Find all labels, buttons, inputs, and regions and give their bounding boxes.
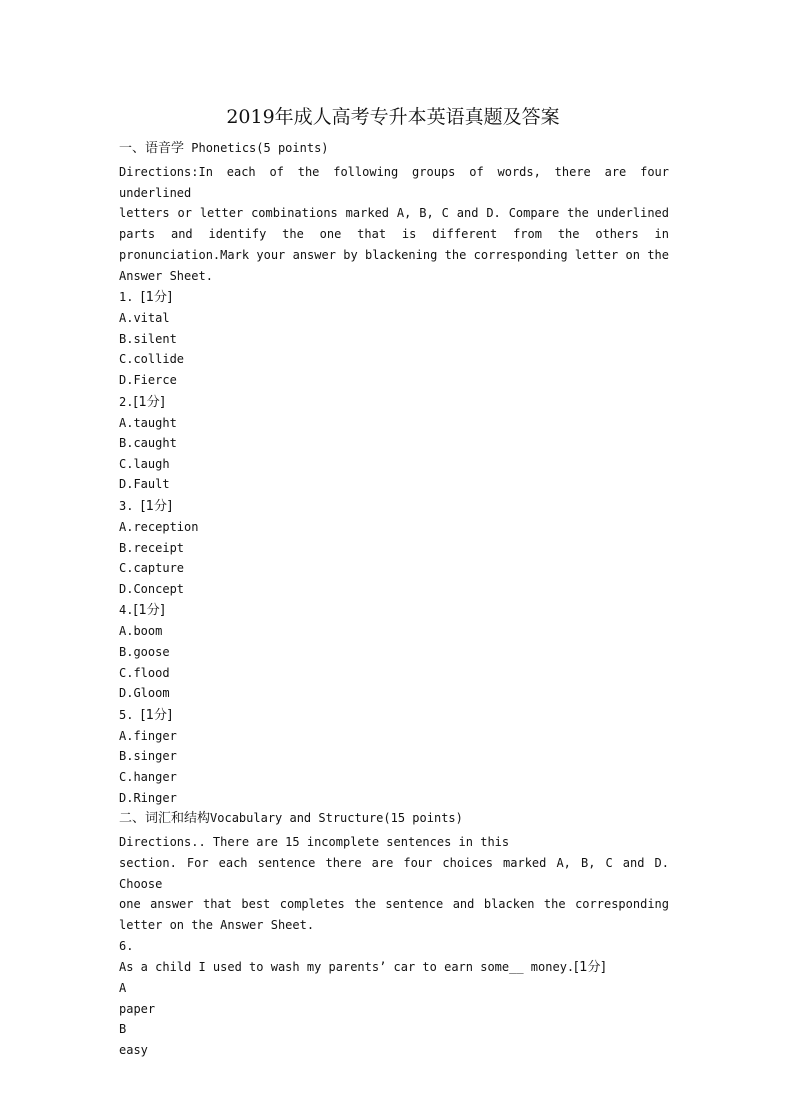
directions-line: one answer that best completes the sentence and blacken the corresponding (119, 897, 669, 912)
option: D.Ringer (119, 790, 177, 805)
option: A.reception (119, 519, 199, 534)
question-number: 3. (119, 498, 141, 513)
option: A.vital (119, 311, 170, 326)
question-score: [1分] (140, 290, 173, 306)
section2-heading-cn: 二、词汇和结构 (119, 811, 211, 827)
option: C.collide (119, 352, 185, 367)
option: D.Fierce (119, 373, 177, 387)
option: B.goose (119, 644, 170, 659)
option: C.flood (119, 665, 170, 680)
directions-line: Directions.. There are 15 incomplete sentences in this (119, 835, 510, 850)
directions-line: Directions:In each of the following groups of words, there are four underlined (119, 165, 669, 200)
option: B.caught (119, 436, 177, 451)
question-number: 5. (119, 707, 141, 722)
question-score: [1分] (133, 603, 165, 619)
question-3 (119, 496, 669, 517)
question-1 (119, 287, 669, 308)
question-4 (119, 600, 669, 621)
option-text: easy (119, 1042, 148, 1057)
option: A.boom (119, 624, 163, 639)
section1-heading-cn: 一、语音学 (119, 141, 185, 156)
question-score: [1分] (133, 394, 165, 410)
question-stem: As a child I used to wash my parents’ car to earn some__ money. (119, 960, 575, 975)
option: B.receipt (119, 540, 185, 555)
page-title: 2019年成人高考专升本英语真题及答案 (226, 106, 560, 128)
question-6-number: 6. (119, 938, 134, 953)
option: C.hanger (119, 769, 177, 784)
directions-line: letter on the Answer Sheet. (119, 917, 315, 932)
section1-directions (119, 162, 669, 286)
option: A.finger (119, 728, 177, 743)
directions-line: parts and identify the one that is different from the others in (119, 227, 669, 242)
option: D.Fault (119, 477, 170, 492)
directions-line: Answer Sheet. (119, 268, 213, 283)
question-6-stem (119, 957, 669, 978)
section1-heading-en: Phonetics(5 points) (191, 141, 329, 155)
option: B.silent (119, 331, 177, 346)
section2-heading (119, 808, 669, 829)
option-letter: B (119, 1022, 127, 1037)
option: C.capture (119, 561, 185, 576)
section1-heading (119, 138, 669, 159)
question-number: 2. (119, 394, 134, 409)
question-number: 4. (119, 603, 134, 618)
section2-heading-en: Vocabulary and Structure(15 points) (210, 811, 463, 826)
question-score: [1分] (140, 498, 173, 514)
question-score: [1分] (574, 960, 606, 976)
option-letter: A (119, 981, 127, 996)
option: B.singer (119, 749, 177, 764)
directions-line: pronunciation.Mark your answer by blackening the corresponding letter on the (119, 247, 669, 262)
question-5 (119, 705, 669, 726)
question-number: 1. (119, 290, 141, 305)
option: C.laugh (119, 456, 170, 471)
option: D.Concept (119, 581, 185, 596)
question-score: [1分] (140, 707, 173, 723)
option: D.Gloom (119, 686, 170, 701)
option-text: paper (119, 1001, 156, 1016)
directions-line: letters or letter combinations marked A, B, C and D. Compare the underlined (119, 206, 669, 221)
question-2 (119, 392, 669, 413)
document-body (119, 138, 669, 1061)
option: A.taught (119, 415, 177, 430)
directions-line: section. For each sentence there are four choices marked A, B, C and D. Choose (119, 855, 669, 891)
section2-directions (119, 832, 669, 936)
